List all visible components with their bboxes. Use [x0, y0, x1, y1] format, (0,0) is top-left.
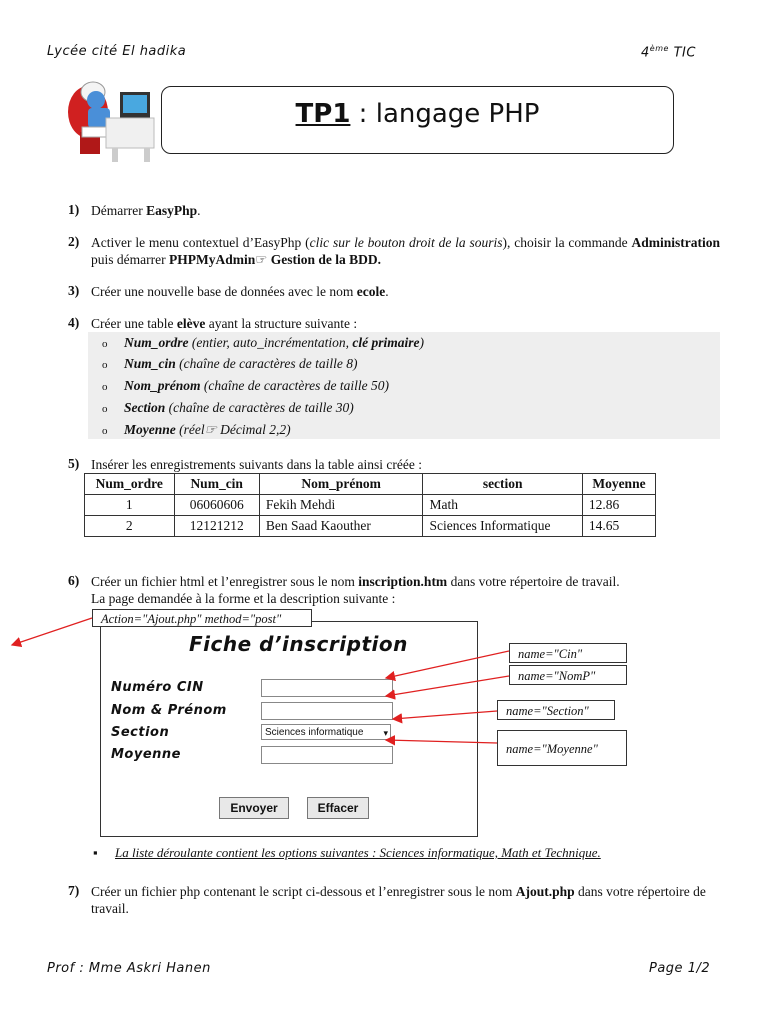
send-button[interactable]: Envoyer — [219, 797, 289, 819]
school-name: Lycée cité El hadika — [47, 44, 187, 59]
step-1-text: Démarrer EasyPhp. — [91, 203, 201, 218]
table-cell: Sciences Informatique — [423, 516, 582, 537]
table-cell: 12.86 — [582, 495, 655, 516]
nom-prenom-input[interactable] — [261, 702, 393, 720]
callout-nomp: name="NomP" — [509, 665, 627, 685]
step-7-text: Créer un fichier php contenant le script ci-dessous et l’enregistrer sous le nom Ajout.php dans votre répertoire de travail. — [91, 884, 706, 916]
step-6-text: Créer un fichier html et l’enregistrer sous le nom inscription.htm dans votre répertoire de travail. — [91, 574, 620, 589]
label-section: Section — [111, 725, 170, 740]
callout-cin: name="Cin" — [509, 643, 627, 663]
cin-input[interactable] — [261, 679, 393, 697]
table-cell: 12121212 — [174, 516, 259, 537]
callout-section: name="Section" — [497, 700, 615, 720]
page-title: TP1 : langage PHP — [295, 99, 540, 129]
smurf-computer-illustration — [58, 72, 158, 164]
field-structure-list — [88, 332, 720, 439]
step-4-text: Créer une table elève ayant la structure suivante : — [91, 316, 358, 331]
column-header: section — [423, 474, 582, 495]
records-table — [84, 473, 656, 537]
step-3-text: Créer une nouvelle base de données avec le nom ecole. — [91, 284, 389, 299]
callout-moyenne: name="Moyenne" — [497, 730, 627, 766]
table-cell: 14.65 — [582, 516, 655, 537]
table-cell: Fekih Mehdi — [259, 495, 423, 516]
step-2-text: Activer le menu contextuel d’EasyPhp (clic sur le bouton droit de la souris), choisir la commande Administration puis démarrer PHPMyAdmin☞ Gestion de la BDD. — [91, 235, 720, 267]
class-label: 4ème TIC — [641, 44, 696, 61]
column-header: Num_cin — [174, 474, 259, 495]
form-title: Fiche d’inscription — [189, 632, 408, 656]
step-6-line2: La page demandée à la forme et la description suivante : — [91, 591, 396, 606]
options-note: ▪ La liste déroulante contient les options suivantes : Sciences informatique, Math et Technique. — [93, 845, 601, 860]
table-row — [85, 516, 656, 537]
clear-button[interactable]: Effacer — [307, 797, 369, 819]
section-select[interactable]: Sciences informatique ▾ — [261, 724, 391, 740]
step-5-number: 5) — [68, 456, 80, 471]
table-cell: Ben Saad Kaouther — [259, 516, 423, 537]
page-number: Page 1/2 — [649, 961, 711, 976]
table-header-row — [85, 474, 656, 495]
label-nom-prenom: Nom & Prénom — [111, 703, 227, 718]
list-item: o Moyenne (réel☞ Décimal 2,2) — [102, 422, 291, 437]
action-arrow — [12, 618, 92, 645]
table-row — [85, 495, 656, 516]
table-cell: 2 — [85, 516, 175, 537]
dropdown-arrow-icon: ▾ — [383, 728, 388, 738]
table-cell: Math — [423, 495, 582, 516]
step-5-text: Insérer les enregistrements suivants dans la table ainsi créée : — [91, 457, 423, 472]
step-1-number: 1) — [68, 202, 80, 217]
step-6-number: 6) — [68, 573, 80, 588]
list-item: o Num_cin (chaîne de caractères de taille 8) — [102, 356, 358, 371]
table-cell: 06060606 — [174, 495, 259, 516]
list-item: o Num_ordre (entier, auto_incrémentation, clé primaire) — [102, 335, 424, 350]
column-header: Moyenne — [582, 474, 655, 495]
column-header: Nom_prénom — [259, 474, 423, 495]
title-box — [161, 86, 674, 154]
label-moyenne: Moyenne — [111, 747, 181, 762]
column-header: Num_ordre — [85, 474, 175, 495]
step-4-number: 4) — [68, 315, 80, 330]
step-3-number: 3) — [68, 283, 80, 298]
action-method-note: Action="Ajout.php" method="post" — [92, 609, 312, 627]
step-2-number: 2) — [68, 234, 80, 249]
list-item: o Section (chaîne de caractères de taille 30) — [102, 400, 354, 415]
moyenne-input[interactable] — [261, 746, 393, 764]
label-cin: Numéro CIN — [111, 680, 204, 695]
footer-prof: Prof : Mme Askri Hanen — [47, 961, 211, 976]
list-item: o Nom_prénom (chaîne de caractères de taille 50) — [102, 378, 389, 393]
step-7-number: 7) — [68, 883, 80, 898]
table-cell: 1 — [85, 495, 175, 516]
registration-form-mockup — [100, 621, 478, 837]
